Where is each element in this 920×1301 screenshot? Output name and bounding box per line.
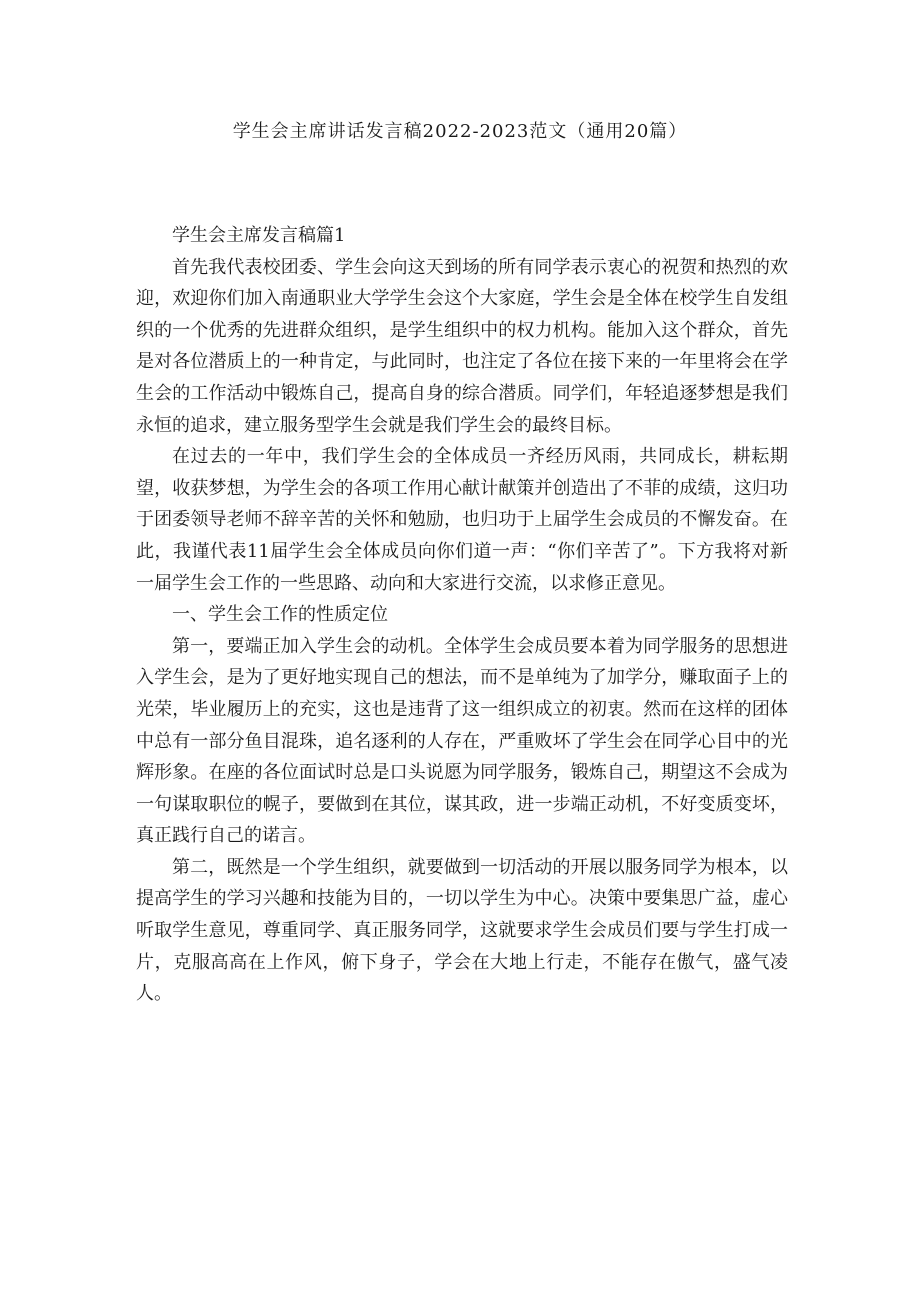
subsection-heading: 一、学生会工作的性质定位 [172, 604, 388, 626]
paragraph: 首先我代表校团委、学生会向这天到场的所有同学表示衷心的祝贺和热烈的欢迎，欢迎你们加入南通职业大学学生会这个大家庭，学生会是全体在校学生自发组织的一个优秀的先进群众组织，是学生组织中的权力机构。能加入这个群众，首先是对各位潜质上的一种肯定，与此同时，也注定了各位在接下来的一年里将会在学生会的工作活动中锻炼自己，提高自身的综合潜质。同学们，年轻追逐梦想是我们永恒的追求，建立服务型学生会就是我们学生会的最终目标。 [136, 256, 788, 436]
document-body [136, 220, 788, 1010]
paragraph: 第二，既然是一个学生组织，就要做到一切活动的开展以服务同学为根本，以提高学生的学习兴趣和技能为目的，一切以学生为中心。决策中要集思广益，虚心听取学生意见，尊重同学、真正服务同学，这就要求学生会成员们要与学生打成一片，克服高高在上作风，俯下身子，学会在大地上行走，不能存在傲气，盛气凌人。 [136, 856, 788, 1005]
document-title: 学生会主席讲话发言稿2022-2023范文（通用20篇） [232, 121, 688, 142]
section-title: 学生会主席发言稿篇1 [172, 225, 346, 246]
paragraph: 在过去的一年中，我们学生会的全体成员一齐经历风雨，共同成长，耕耘期望，收获梦想，为学生会的各项工作用心献计献策并创造出了不菲的成绩，这归功于团委领导老师不辞辛苦的关怀和勉励，也归功于上届学生会成员的不懈发奋。在此，我谨代表11届学生会全体成员向你们道一声：“你们辛苦了”。下方我将对新一届学生会工作的一些思路、动向和大家进行交流，以求修正意见。 [136, 446, 788, 594]
paragraph: 第一，要端正加入学生会的动机。全体学生会成员要本着为同学服务的思想进入学生会，是为了更好地实现自己的想法，而不是单纯为了加学分，赚取面子上的光荣，毕业履历上的充实，这也是违背了这一组织成立的初衷。然而在这样的团体中总有一部分鱼目混珠，追名逐利的人存在，严重败坏了学生会在同学心目中的光辉形象。在座的各位面试时总是口头说愿为同学服务，锻炼自己，期望这不会成为一句谋取职位的幌子，要做到在其位，谋其政，进一步端正动机，不好变质变坏，真正践行自己的诺言。 [136, 635, 788, 847]
